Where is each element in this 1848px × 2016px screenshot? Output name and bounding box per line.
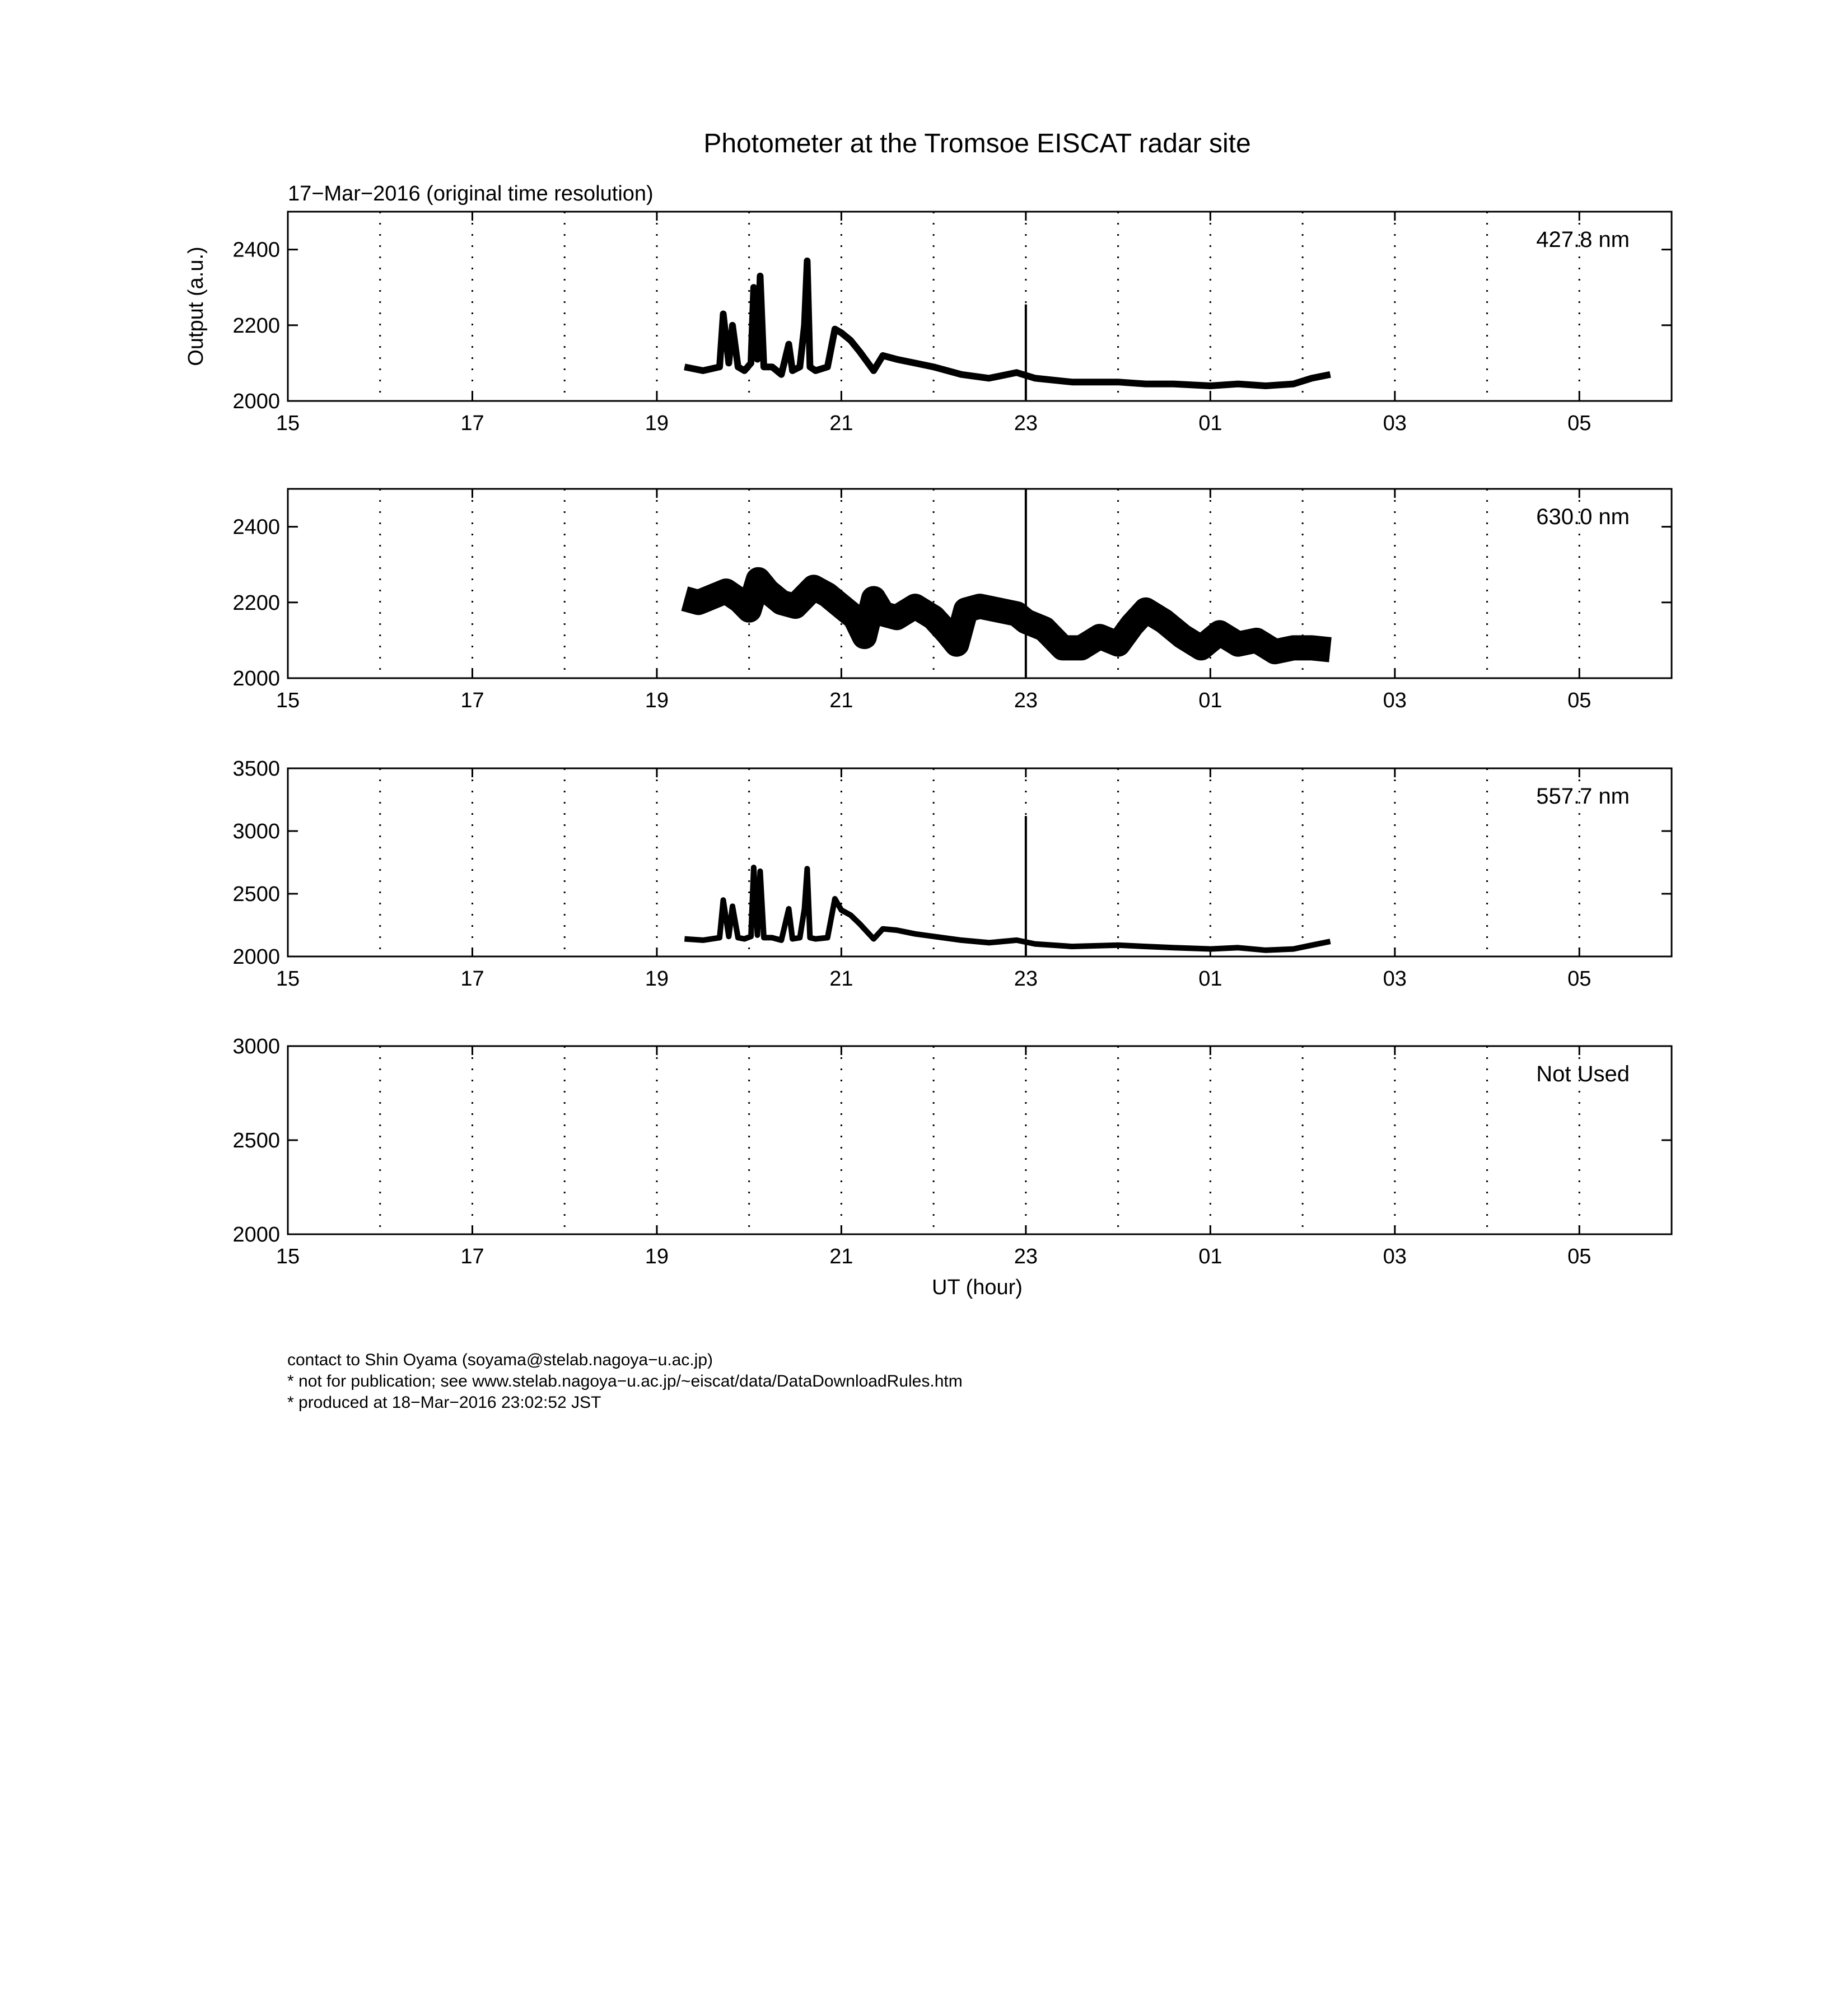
x-tick-label: 01	[1198, 689, 1222, 712]
x-tick-label: 05	[1567, 967, 1592, 991]
x-tick-label: 03	[1383, 1245, 1407, 1268]
x-tick-label: 21	[829, 1245, 853, 1268]
y-tick-label: 2500	[232, 1129, 280, 1152]
x-tick-label: 15	[276, 967, 300, 991]
panel-1	[232, 212, 1672, 435]
y-axis-label: Output (a.u.)	[184, 246, 208, 366]
x-tick-label: 17	[460, 967, 484, 991]
x-tick-label: 15	[276, 412, 300, 435]
x-axis-label: UT (hour)	[932, 1276, 1023, 1299]
figure-subtitle: 17−Mar−2016 (original time resolution)	[288, 182, 654, 206]
y-tick-label: 3000	[232, 1035, 280, 1058]
x-tick-label: 19	[645, 412, 669, 435]
x-tick-label: 19	[645, 1245, 669, 1268]
x-tick-label: 05	[1567, 689, 1592, 712]
x-tick-label: 15	[276, 1245, 300, 1268]
y-tick-label: 2200	[232, 314, 280, 338]
x-tick-label: 23	[1014, 689, 1038, 712]
panel-4	[232, 1035, 1672, 1268]
axes-frame	[288, 1046, 1672, 1234]
panel-label: 557.7 nm	[1536, 784, 1630, 809]
footer-notes	[287, 1350, 963, 1413]
x-tick-label: 03	[1383, 412, 1407, 435]
x-tick-label: 01	[1198, 967, 1222, 991]
axes-frame	[288, 212, 1672, 401]
y-tick-label: 2000	[232, 667, 280, 690]
panel-label: 630.0 nm	[1536, 505, 1630, 529]
axes-frame	[288, 768, 1672, 956]
x-tick-label: 03	[1383, 689, 1407, 712]
x-tick-label: 23	[1014, 967, 1038, 991]
x-tick-label: 21	[829, 689, 853, 712]
panels-group	[232, 212, 1672, 1268]
panel-label: 427.8 nm	[1536, 227, 1630, 252]
panel-label: Not Used	[1536, 1062, 1630, 1086]
axes-frame	[288, 489, 1672, 678]
x-tick-label: 05	[1567, 1245, 1592, 1268]
x-tick-label: 01	[1198, 1245, 1222, 1268]
y-tick-label: 2400	[232, 238, 280, 262]
footer-rules: * not for publication; see www.stelab.nagoya−u.ac.jp/~eiscat/data/DataDownloadRules.htm	[287, 1372, 963, 1390]
x-tick-label: 23	[1014, 1245, 1038, 1268]
y-tick-label: 2400	[232, 515, 280, 539]
x-tick-label: 21	[829, 412, 853, 435]
y-tick-label: 3000	[232, 820, 280, 843]
figure-title: Photometer at the Tromsoe EISCAT radar site	[703, 129, 1251, 158]
x-tick-label: 17	[460, 689, 484, 712]
x-tick-label: 19	[645, 967, 669, 991]
y-tick-label: 3500	[232, 757, 280, 781]
panel-3	[232, 757, 1672, 991]
footer-produced: * produced at 18−Mar−2016 23:02:52 JST	[287, 1393, 601, 1412]
footer-contact: contact to Shin Oyama (soyama@stelab.nagoya−u.ac.jp)	[287, 1351, 713, 1369]
x-tick-label: 17	[460, 1245, 484, 1268]
x-tick-label: 23	[1014, 412, 1038, 435]
panel-2	[232, 489, 1672, 712]
y-tick-label: 2000	[232, 390, 280, 413]
x-tick-label: 01	[1198, 412, 1222, 435]
y-tick-label: 2000	[232, 945, 280, 969]
x-tick-label: 21	[829, 967, 853, 991]
x-tick-label: 19	[645, 689, 669, 712]
y-tick-label: 2500	[232, 883, 280, 906]
y-tick-label: 2000	[232, 1223, 280, 1247]
series-peaks	[684, 867, 1330, 950]
y-tick-label: 2200	[232, 591, 280, 615]
x-tick-label: 15	[276, 689, 300, 712]
x-tick-label: 05	[1567, 412, 1592, 435]
x-tick-label: 17	[460, 412, 484, 435]
x-tick-label: 03	[1383, 967, 1407, 991]
series-line	[684, 261, 1330, 386]
